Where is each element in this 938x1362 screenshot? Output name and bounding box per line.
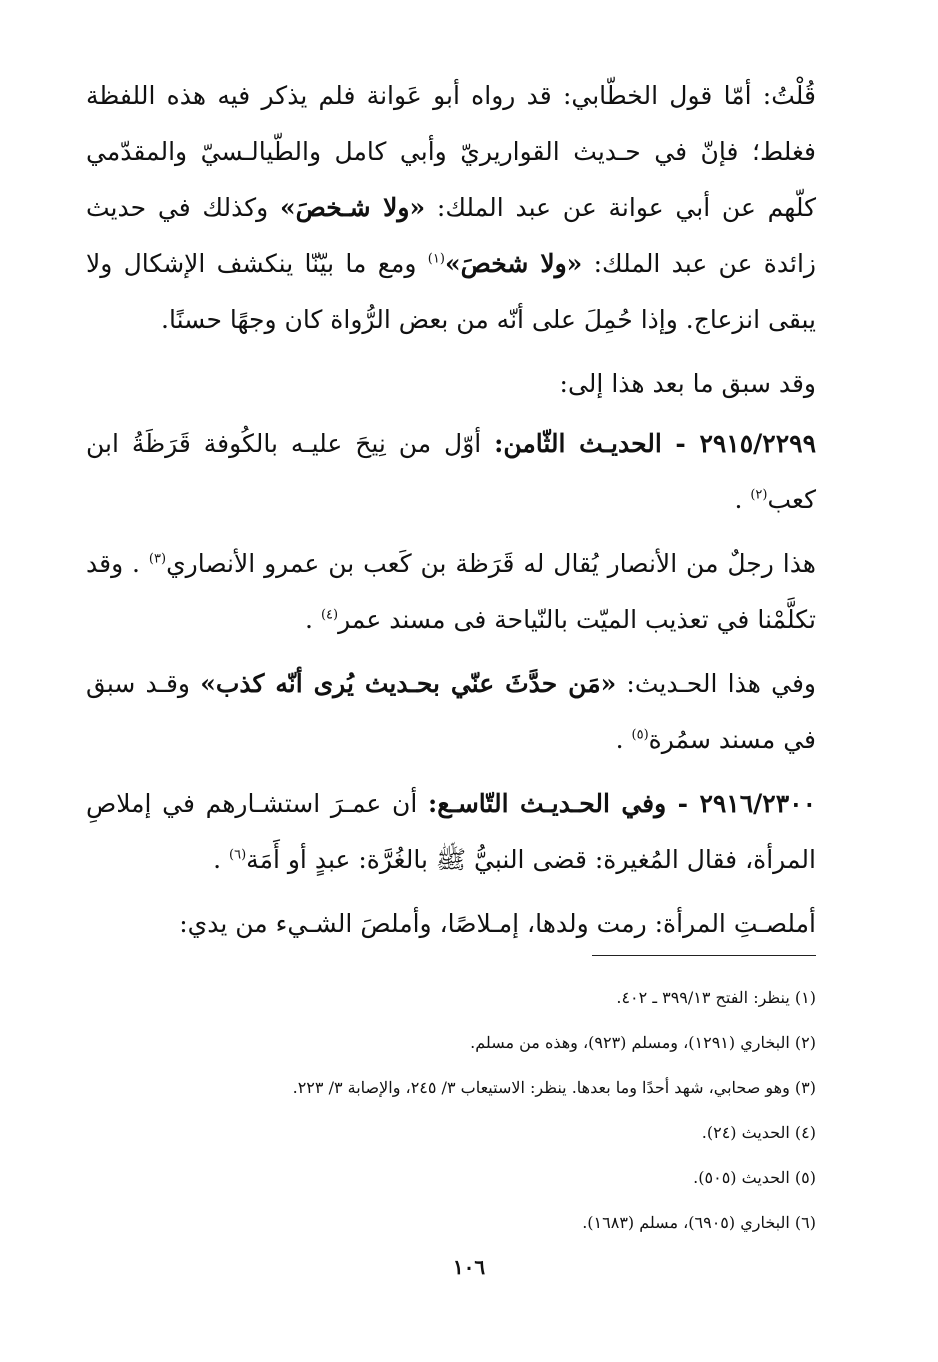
paragraph-end: . — [305, 605, 321, 634]
paragraph-imlas — [86, 896, 816, 952]
quoted-phrase: «مَن حدَّثَ عنّي بحـديث يُرى أنّه كذب» — [200, 669, 617, 698]
paragraph-qaraza — [86, 536, 816, 648]
separator-dash: - — [666, 789, 700, 818]
paragraph-preceded — [86, 356, 816, 412]
footnote-divider — [592, 955, 816, 956]
quoted-phrase: «ولا شخصَ» — [444, 249, 583, 278]
footnote-6: (٦) البخاري (٦٩٠٥)، مسلم (١٦٨٣). — [582, 1213, 816, 1232]
footnote-4: (٤) الحديث (٢٤). — [701, 1123, 816, 1142]
paragraph-text: . وقد تكلَّمْنا في تعذيب الميّت بالنّياحة فى مسند عمر — [86, 549, 816, 634]
paragraph-hadith-quote — [86, 656, 816, 768]
hadith-heading: الحديـث الثّامن: — [494, 429, 662, 458]
paragraph-end: . — [615, 725, 632, 754]
paragraph-text: ومع ما بيّنّا ينكشف الإشكال ولا يبقى انزعاج. وإذا حُمِلَ على أنّه من بعض الرُّواة كان وجهًا حسنًا. — [86, 249, 816, 334]
paragraph-text: أوّل من نِيحَ عليـه بالكُوفة قَرَظَةُ ابن كعب — [86, 429, 816, 514]
footnote-ref[interactable]: (٥) — [631, 727, 649, 743]
paragraph-text: أن عمـرَ استشـارهم في إملاصِ المرأة، فقال المُغيرة: قضى النبيُّ ﷺ بالغُرَّة: عبدٍ أو أَمَة — [86, 789, 816, 874]
paragraph-text: هذا رجلٌ من الأنصار يُقال له قَرَظة بن كَعب بن عمرو الأنصاري — [166, 549, 816, 578]
footnote-2: (٢) البخاري (١٢٩١)، ومسلم (٩٢٣)، وهذه من مسلم. — [470, 1033, 816, 1052]
separator-dash: - — [661, 429, 700, 458]
paragraph-qultu — [86, 68, 816, 348]
hadith-number: ٢٩١٦/٢٣٠٠ — [699, 789, 816, 818]
footnote-3: (٣) وهو صحابي، شهد أحدًا وما بعدها. ينظر: الاستيعاب ٣/ ٢٤٥، والإصابة ٣/ ٢٢٣. — [292, 1078, 816, 1097]
paragraph-text: وكذلك في حديث زائدة عن عبد الملك: — [86, 193, 817, 278]
hadith-eighth — [86, 416, 816, 528]
footnote-ref[interactable]: (٦) — [229, 847, 247, 863]
main-text — [86, 68, 816, 960]
footnote-ref[interactable]: (٢) — [750, 487, 768, 503]
paragraph-text: وفي هذا الحـديث: — [616, 669, 816, 698]
hadith-ninth — [86, 776, 816, 888]
footnote-ref[interactable]: (٣) — [148, 551, 167, 567]
page-number: ١٠٦ — [452, 1255, 486, 1279]
paragraph-text: قُلْتُ: أمّا قول الخطّابي: قد رواه أبو عَوانة فلم يذكر فيه هذه اللفظة فغلط؛ فإنّ في حـديث القواريريّ وأبي كامل والطّيالـسيّ والمقدّمي كلّهم عن أبي عوانة عن عبد الملك: — [86, 81, 816, 222]
quoted-phrase: «ولا شـخصَ» — [279, 193, 426, 222]
hadith-heading: وفي الحـديـث التّاسـع: — [427, 789, 667, 818]
footnote-1: (١) ينظر: الفتح ٣٩٩/١٣ ـ ٤٠٢. — [616, 988, 816, 1007]
footnote-ref[interactable]: (٤) — [320, 607, 339, 623]
paragraph-text: وقد سبق ما بعد هذا إلى: — [559, 369, 816, 398]
paragraph-text: أملصـتِ المرأة: رمت ولدها، إمـلاصًا، وأملصَ الشـيء من يدي: — [179, 909, 816, 938]
footnote-5: (٥) الحديث (٥٠٥). — [693, 1168, 816, 1187]
footnotes — [86, 975, 816, 1245]
footnote-ref[interactable]: (١) — [427, 251, 445, 267]
paragraph-end: . — [213, 845, 230, 874]
hadith-number: ٢٩١٥/٢٢٩٩ — [699, 429, 816, 458]
paragraph-end: . — [734, 485, 751, 514]
paragraph-text: وقـد سبق في مسند سمُرة — [86, 669, 816, 754]
